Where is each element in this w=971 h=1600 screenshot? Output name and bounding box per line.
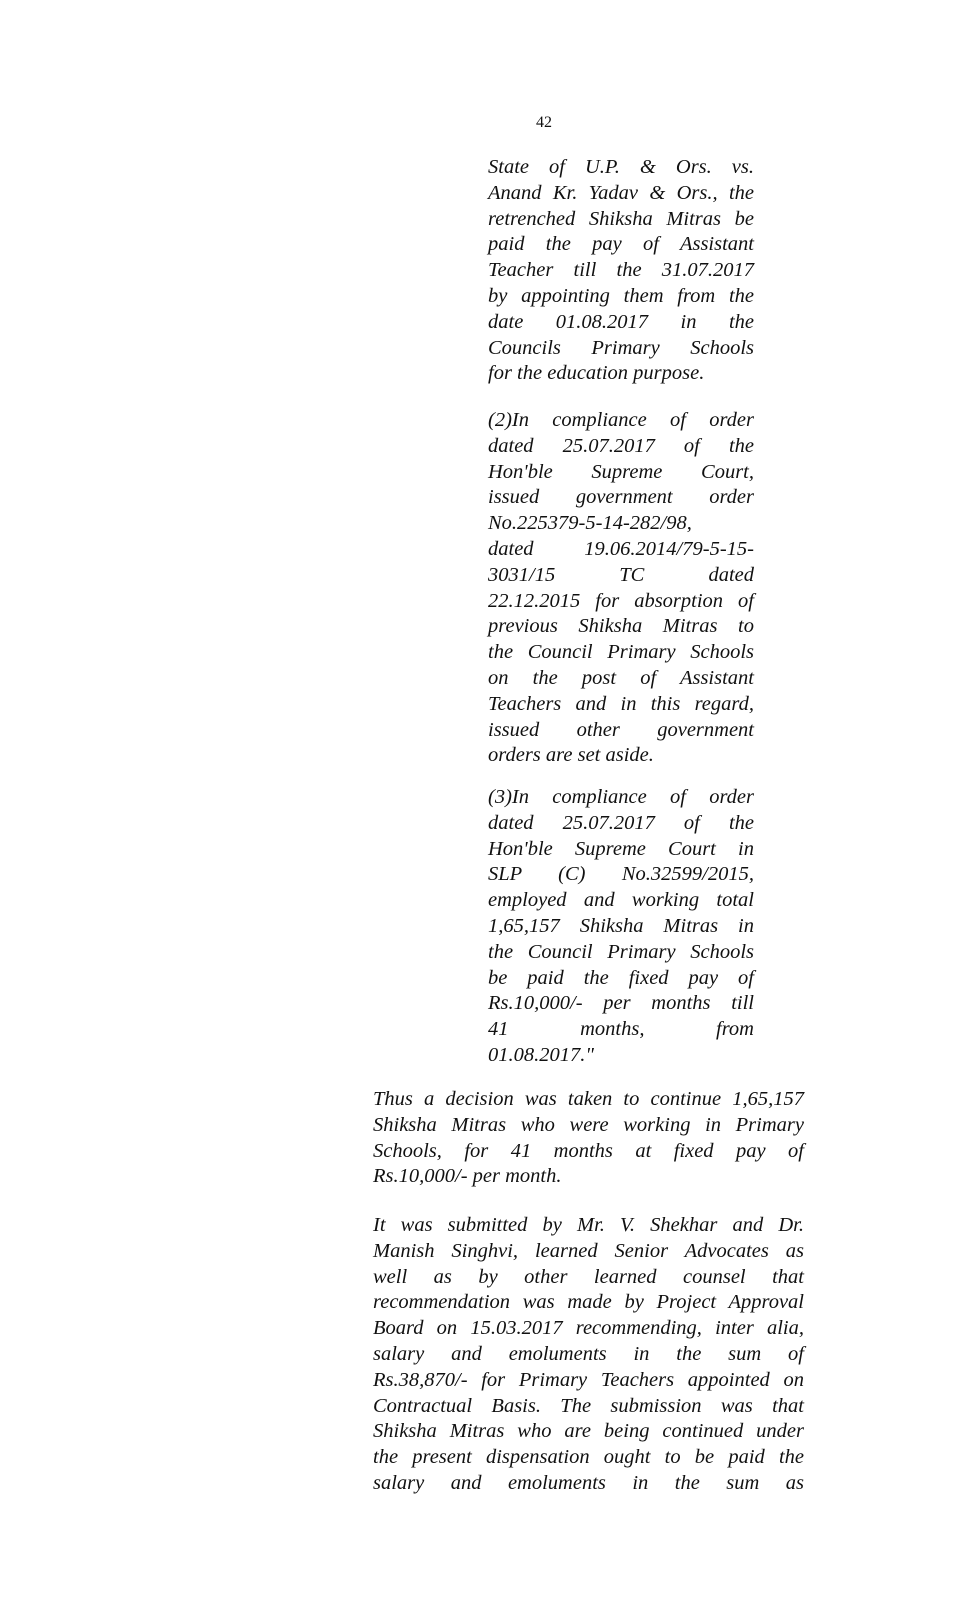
- text-line: Hon'ble Supreme Court in: [488, 837, 754, 860]
- text-line: Anand Kr. Yadav & Ors., the: [488, 181, 754, 204]
- text-line: Rs.10,000/- per month.: [373, 1165, 562, 1188]
- text-line: Councils Primary Schools: [488, 336, 754, 359]
- text-line: (3)In compliance of order: [488, 786, 754, 808]
- text-line: It was submitted by Mr. V. Shekhar and Dr.: [373, 1214, 804, 1236]
- text-line: Hon'ble Supreme Court,: [488, 460, 754, 483]
- text-line: No.225379-5-14-282/98,: [488, 512, 692, 535]
- text-line: employed and working total: [488, 889, 754, 912]
- text-line: Rs.10,000/- per months till: [488, 992, 754, 1015]
- quoted-order-paragraph-2: [488, 408, 754, 769]
- text-line: 22.12.2015 for absorption of: [488, 589, 754, 612]
- text-line: Shiksha Mitras who were working in Primary: [373, 1113, 804, 1136]
- page-number: 42: [536, 114, 552, 131]
- text-line: retrenched Shiksha Mitras be: [488, 207, 754, 230]
- body-paragraph-decision: [373, 1087, 804, 1190]
- text-line: salary and emoluments in the sum of: [373, 1342, 804, 1365]
- text-line: the Council Primary Schools: [488, 940, 754, 963]
- body-paragraph-submission: [373, 1213, 804, 1497]
- text-line: paid the pay of Assistant: [488, 233, 754, 256]
- text-line: Schools, for 41 months at fixed pay of: [373, 1139, 804, 1162]
- text-line: the Council Primary Schools: [488, 641, 754, 664]
- text-line: Manish Singhvi, learned Senior Advocates as: [373, 1239, 804, 1262]
- text-line: be paid the fixed pay of: [488, 966, 754, 989]
- text-line: on the post of Assistant: [488, 666, 754, 689]
- text-line: by appointing them from the: [488, 284, 754, 307]
- text-line: 3031/15 TC dated: [488, 563, 754, 586]
- quoted-order-paragraph-3: [488, 785, 754, 1069]
- text-line: (2)In compliance of order: [488, 409, 754, 431]
- text-line: Shiksha Mitras who are being continued under: [373, 1420, 804, 1443]
- text-line: the present dispensation ought to be paid the: [373, 1446, 804, 1469]
- text-line: previous Shiksha Mitras to: [488, 615, 754, 638]
- text-line: salary and emoluments in the sum as: [373, 1471, 804, 1494]
- text-line: date 01.08.2017 in the: [488, 310, 754, 333]
- text-line: for the education purpose.: [488, 362, 705, 385]
- quoted-order-paragraph-1: [488, 155, 754, 387]
- text-line: 41 months, from: [488, 1018, 754, 1041]
- text-line: well as by other learned counsel that: [373, 1265, 804, 1288]
- text-line: Teachers and in this regard,: [488, 692, 754, 715]
- text-line: State of U.P. & Ors. vs.: [488, 156, 754, 178]
- text-line: Thus a decision was taken to continue 1,65,157: [373, 1088, 804, 1110]
- text-line: dated 25.07.2017 of the: [488, 811, 754, 834]
- text-line: Rs.38,870/- for Primary Teachers appointed on: [373, 1368, 804, 1391]
- text-line: issued other government: [488, 718, 754, 741]
- text-line: Board on 15.03.2017 recommending, inter alia,: [373, 1317, 804, 1340]
- text-line: dated 25.07.2017 of the: [488, 434, 754, 457]
- text-line: 01.08.2017.": [488, 1043, 594, 1066]
- text-line: recommendation was made by Project Approval: [373, 1291, 804, 1314]
- text-line: 1,65,157 Shiksha Mitras in: [488, 914, 754, 937]
- text-line: Contractual Basis. The submission was that: [373, 1394, 804, 1417]
- text-line: issued government order: [488, 486, 754, 509]
- text-line: dated 19.06.2014/79-5-15-: [488, 537, 754, 560]
- text-line: orders are set aside.: [488, 744, 654, 767]
- text-line: Teacher till the 31.07.2017: [488, 259, 754, 282]
- text-line: SLP (C) No.32599/2015,: [488, 863, 754, 886]
